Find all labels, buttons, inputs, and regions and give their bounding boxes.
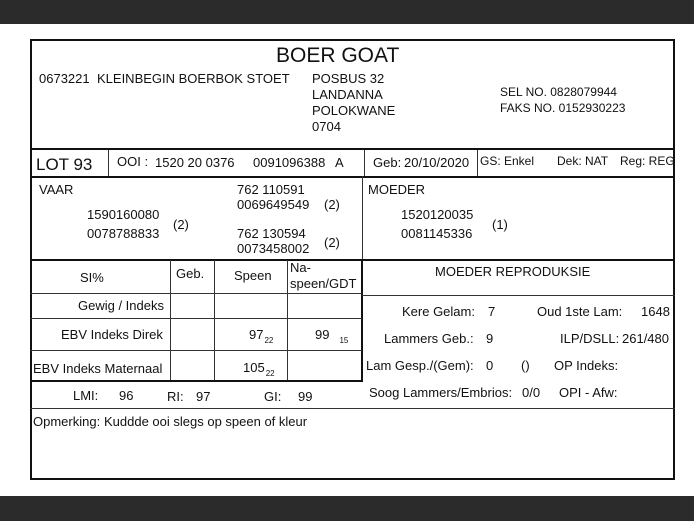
col-line-1	[170, 260, 171, 381]
ilp-value: 261/480	[622, 331, 669, 346]
row-line-3	[30, 350, 362, 351]
maternaal-speen: $105_{22}$	[243, 360, 275, 378]
address-line-4: 0704	[312, 119, 341, 134]
col-naspeen-2: speen/GDT	[290, 276, 357, 291]
ooi-grade: A	[335, 155, 344, 170]
divider-lot-row	[30, 176, 675, 178]
address-line-3: POLOKWANE	[312, 103, 396, 118]
breeder-name: KLEINBEGIN BOERBOK STOET	[97, 71, 290, 86]
divider-lot	[108, 150, 109, 176]
gs-value: GS: Enkel	[480, 154, 535, 168]
lammers-label: Lammers Geb.:	[384, 331, 474, 346]
sel-number: SEL NO. 0828079944	[500, 85, 617, 99]
direk-naspeen-sub: 15	[339, 336, 349, 345]
vaar-count: (2)	[173, 217, 189, 232]
repro-divider	[362, 295, 675, 296]
vaar-id-2: 0078788833	[87, 226, 160, 241]
divider-pedigree	[30, 259, 675, 261]
granddam-count: (2)	[324, 235, 340, 250]
col-naspeen-1: Na-	[290, 260, 311, 275]
dek-value: Dek: NAT	[557, 154, 609, 168]
divider-geb	[364, 150, 365, 176]
vaar-id-1: 1590160080	[87, 207, 160, 222]
document-page	[0, 24, 694, 496]
col-geb: Geb.	[176, 266, 205, 281]
lammers-value: 9	[486, 331, 494, 346]
grandsire-count: (2)	[324, 197, 340, 212]
address-line-2: LANDANNA	[312, 87, 383, 102]
ri-label: RI:	[167, 389, 184, 404]
ooi-id-2: 0091096388	[253, 155, 326, 170]
ooi-label: OOI :	[117, 154, 149, 169]
granddam-id-1: 762 130594	[237, 226, 306, 241]
moeder-count: (1)	[492, 217, 508, 232]
breeder-code: 0673221	[39, 71, 90, 86]
lmi-label: LMI:	[73, 388, 99, 403]
lmi-value: 96	[119, 388, 134, 403]
oud-value: 1648	[641, 304, 670, 319]
direk-naspeen: 99 $_{15}$	[315, 327, 349, 345]
kere-value: 7	[488, 304, 496, 319]
row-maternaal: EBV Indeks Maternaal	[33, 361, 163, 376]
gesp-label: Lam Gesp./(Gem):	[366, 358, 474, 373]
moeder-id-1: 1520120035	[401, 207, 474, 222]
moeder-id-2: 0081145336	[401, 226, 473, 241]
granddam-id-2: 0073458002	[237, 241, 310, 256]
grandsire-id-1: 762 110591	[237, 182, 305, 197]
row-line-2	[30, 318, 362, 319]
opi-label: OPI - Afw:	[559, 385, 618, 400]
divider-header	[30, 148, 675, 150]
gi-label: GI:	[264, 389, 282, 404]
faks-number: FAKS NO. 0152930223	[500, 101, 626, 115]
grandsire-id-2: 0069649549	[237, 197, 310, 212]
gesp-value: 0	[486, 358, 494, 373]
direk-speen: $97_{22}$	[249, 327, 274, 345]
soog-label: Soog Lammers/Embrios:	[369, 385, 513, 400]
geb-label: Geb:	[373, 155, 402, 170]
oud-label: Oud 1ste Lam:	[537, 304, 623, 319]
divider-indices-repro	[361, 260, 363, 381]
vaar-label: VAAR	[39, 182, 74, 197]
row-gewig: Gewig / Indeks	[78, 298, 164, 313]
ri-value: 97	[196, 389, 211, 404]
col-si: SI%	[80, 270, 104, 285]
divider-opmerking	[30, 408, 675, 409]
col-line-3	[287, 260, 288, 381]
geb-date: 20/10/2020	[404, 155, 470, 170]
maternaal-speen-sub: 22	[265, 369, 275, 378]
repro-title: MOEDER REPRODUKSIE	[435, 264, 591, 279]
row-line-4	[30, 380, 363, 382]
moeder-label: MOEDER	[368, 182, 426, 197]
direk-speen-sub: 22	[264, 336, 274, 345]
gi-value: 99	[298, 389, 313, 404]
divider-vaar-moeder	[362, 176, 363, 260]
row-direk: EBV Indeks Direk	[61, 327, 163, 342]
opmerking-text: Kuddde ooi slegs op speen of kleur	[104, 414, 308, 429]
col-speen: Speen	[234, 268, 272, 283]
divider-gs	[477, 150, 478, 176]
document-title: BOER GOAT	[276, 44, 400, 67]
ilp-label: ILP/DSLL:	[560, 331, 620, 346]
op-label: OP Indeks:	[554, 358, 619, 373]
lot-number: LOT 93	[36, 155, 93, 174]
ooi-id: 1520 20 0376	[155, 155, 235, 170]
reg-value: Reg: REG	[620, 154, 675, 168]
address-line-1: POSBUS 32	[312, 71, 385, 86]
col-line-2	[214, 260, 215, 381]
opmerking-label: Opmerking:	[33, 414, 101, 429]
gesp-paren: ()	[521, 358, 530, 373]
kere-label: Kere Gelam:	[402, 304, 475, 319]
soog-value: 0/0	[522, 385, 541, 400]
row-line-1	[30, 293, 362, 294]
